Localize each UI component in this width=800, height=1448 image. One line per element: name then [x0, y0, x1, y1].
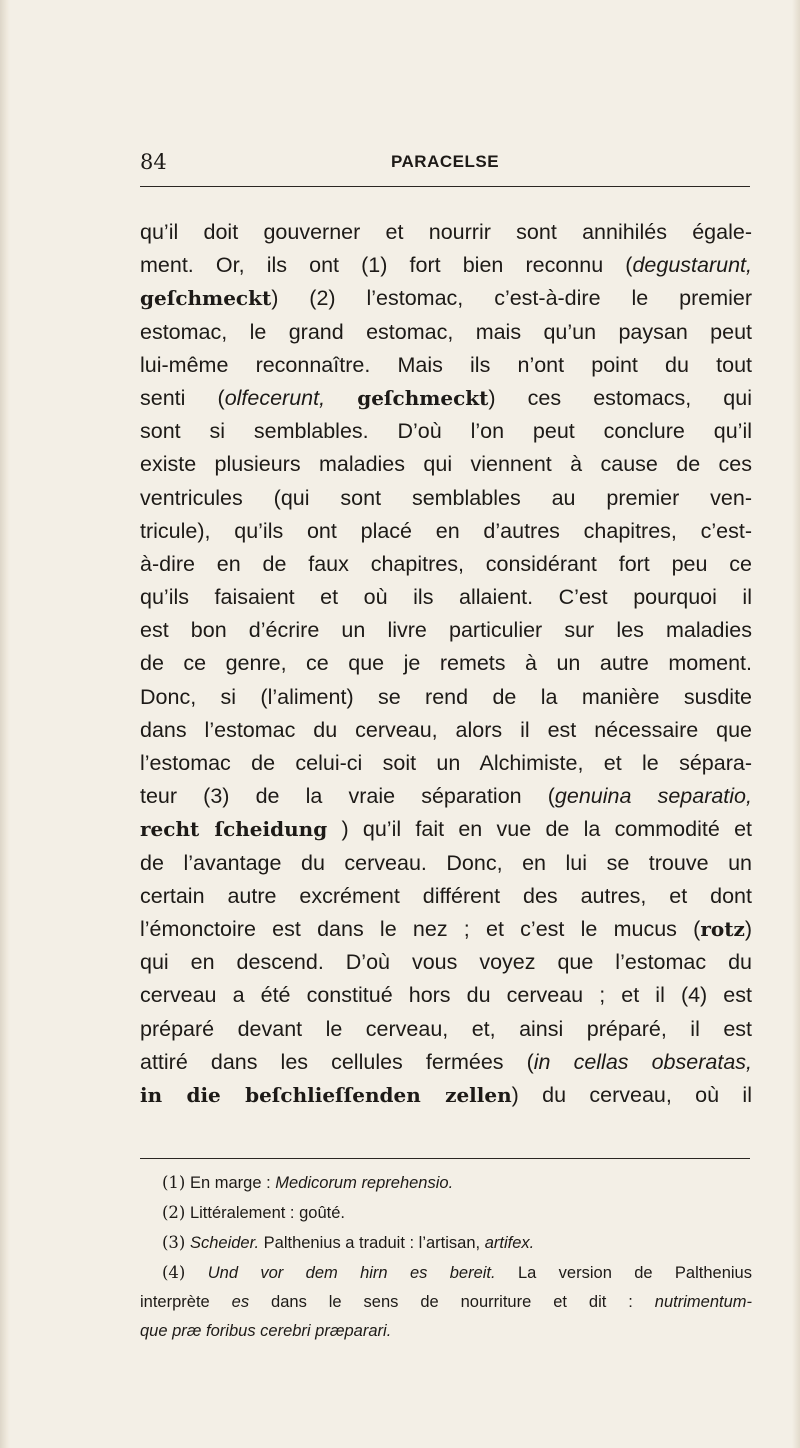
footnote-italic: Medicorum reprehensio. [275, 1174, 454, 1192]
footnote-rule [140, 1158, 750, 1159]
footnote-text: dans le sens de nourriture et dit : [249, 1293, 655, 1311]
footnote [162, 1228, 752, 1258]
text-run: de l’avantage du cerveau. Donc, en lui se trouve un [140, 850, 752, 875]
text-line [140, 681, 752, 714]
gothic-german-term: recht ſcheidung [140, 817, 328, 842]
footnote-italic: es [231, 1293, 250, 1311]
text-run: l’émonctoire est dans le nez ; et c’est le mucus ( [140, 916, 701, 941]
text-run: lui-même reconnaître. Mais ils n’ont point du tout [140, 352, 752, 377]
footnote-number: (3) [162, 1233, 186, 1252]
gothic-german-term: geſchmeckt [357, 385, 489, 410]
footnote-continuation [140, 1288, 752, 1317]
text-run: l’estomac de celui-ci soit un Alchimiste, et le sépara- [140, 751, 752, 775]
text-line [140, 780, 752, 813]
header-rule [140, 186, 750, 187]
footnotes [140, 1168, 752, 1346]
text-run: dans l’estomac du cerveau, alors il est nécessaire que [140, 717, 752, 742]
footnote [162, 1198, 752, 1228]
text-run: senti ( [140, 385, 225, 410]
footnote-italic: Scheider. [189, 1234, 260, 1252]
footnote-number: (2) [162, 1203, 186, 1222]
text-line [140, 747, 752, 780]
text-line [140, 614, 752, 647]
footnote-number: (4) [162, 1263, 186, 1282]
text-run: certain autre excrément différent des autres, et dont [140, 883, 752, 908]
footnote [162, 1258, 752, 1288]
footnote-italic: artifex. [484, 1234, 535, 1252]
footnote-text: La version de Palthenius [495, 1264, 752, 1282]
footnote-text: interprète [140, 1293, 232, 1311]
footnote-text [185, 1264, 207, 1282]
text-line [140, 415, 752, 448]
gothic-german-term: rotz [700, 916, 745, 941]
footnote [162, 1168, 752, 1198]
footnote-text: Palthenius a traduit : l’artisan, [259, 1234, 485, 1252]
text-line [140, 714, 752, 747]
text-run: ) [744, 916, 752, 941]
text-line [140, 880, 752, 913]
footnote-italic: Und vor dem hirn es bereit. [207, 1264, 496, 1282]
text-line [140, 946, 752, 979]
text-run: ) qu’il fait en vue de la commodité et [327, 817, 752, 842]
text-line [140, 647, 752, 680]
text-run: cerveau a été constitué hors du cerveau ; et il (4) est [140, 983, 752, 1008]
footnote-italic: nutrimentum- [654, 1293, 752, 1311]
running-title: PARACELSE [390, 152, 500, 171]
text-run: préparé devant le cerveau, et, ainsi préparé, il est [140, 1016, 752, 1041]
text-run: existe plusieurs maladies qui viennent à cause de ces [140, 452, 752, 477]
text-run: est bon d’écrire un livre particulier sur les maladies [140, 618, 752, 643]
text-run: attiré dans les cellules fermées ( [140, 1049, 534, 1074]
text-line [140, 316, 752, 349]
text-line [140, 249, 752, 282]
text-line [140, 813, 752, 846]
body-text [140, 216, 752, 1112]
text-run: Donc, si (l’aliment) se rend de la manière susdite [140, 684, 752, 709]
page-shadow-left [0, 0, 10, 1448]
text-line [140, 548, 752, 581]
text-run: qu’il doit gouverner et nourrir sont annihilés égale- [140, 220, 752, 244]
text-line [140, 216, 752, 249]
text-run: de ce genre, ce que je remets à un autre moment. [140, 651, 752, 676]
text-run: estomac, le grand estomac, mais qu’un paysan peut [140, 319, 752, 344]
footnote-continuation [140, 1317, 752, 1346]
text-line [140, 847, 752, 880]
text-line [140, 1079, 752, 1112]
text-line [140, 282, 752, 315]
text-line [140, 979, 752, 1012]
text-line [140, 349, 752, 382]
text-line [140, 448, 752, 481]
footnote-text: En marge : [185, 1174, 276, 1192]
text-run: teur (3) de la vraie séparation ( [140, 784, 555, 809]
text-run: ) ces estomacs, qui [488, 385, 752, 410]
text-run: ) (2) l’estomac, c’est-à-dire le premier [271, 286, 752, 311]
text-run: ) du cerveau, où il [511, 1082, 752, 1107]
latin-term: genuina separatio, [554, 784, 752, 809]
page-header [140, 150, 750, 180]
gothic-german-term: in die beſchlieſſenden zellen [140, 1082, 512, 1107]
latin-term: degustarunt, [632, 253, 752, 278]
text-line [140, 1013, 752, 1046]
text-run [325, 386, 357, 410]
text-run: sont si semblables. D’où l’on peut conclure qu’il [140, 419, 752, 444]
gothic-german-term: geſchmeckt [140, 286, 272, 311]
latin-term: olfecerunt, [224, 385, 326, 410]
text-line [140, 1046, 752, 1079]
footnote-number: (1) [162, 1173, 186, 1192]
text-run: tricule), qu’ils ont placé en d’autres chapitres, c’est- [140, 518, 752, 543]
text-run: à-dire en de faux chapitres, considérant fort peu ce [140, 551, 752, 576]
page-shadow-right [792, 0, 800, 1448]
text-line [140, 482, 752, 515]
text-run: qu’ils faisaient et où ils allaient. C’est pourquoi il [140, 585, 752, 610]
footnote-italic: que præ foribus cerebri præparari. [140, 1322, 392, 1340]
text-line [140, 913, 752, 946]
text-run: ventricules (qui sont semblables au premier ven- [140, 485, 752, 510]
footnote-text: Littéralement : goûté. [185, 1204, 345, 1222]
latin-term: in cellas obseratas, [533, 1049, 752, 1074]
text-line [140, 515, 752, 548]
text-run: qui en descend. D’où vous voyez que l’estomac du [140, 950, 752, 975]
text-line [140, 581, 752, 614]
text-run: ment. Or, ils ont (1) fort bien reconnu ( [140, 253, 633, 278]
page-number: 84 [140, 150, 167, 174]
text-line [140, 382, 752, 415]
